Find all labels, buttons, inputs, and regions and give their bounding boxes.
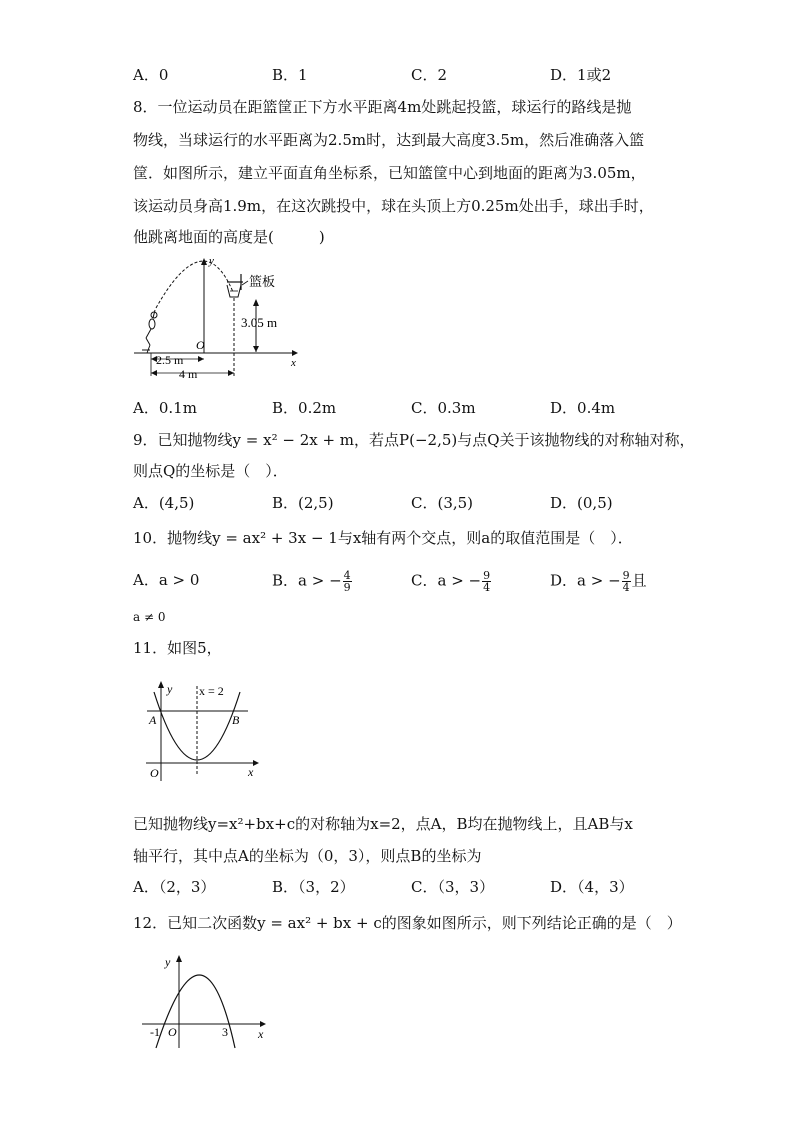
q10-option-d-suffix: 且 xyxy=(631,571,647,590)
q8-dim-4-label: 4 m xyxy=(179,367,198,381)
q10-option-c-fraction xyxy=(482,570,491,593)
q8-hoop-figure xyxy=(227,274,243,297)
q11-point-a-label: A xyxy=(149,713,157,727)
q9-option-d[interactable]: D．(0,5) xyxy=(550,494,613,512)
q8-text-line-4: 该运动员身高1.9m，在这次跳投中，球在头顶上方0.25m处出手，球出手时， xyxy=(133,197,654,215)
q9-text-line-1: 9．已知抛物线y = x² − 2x + m，若点P(−2,5)与点Q关于该抛物线的对称轴对称， xyxy=(133,431,695,449)
q11-parabola-figure xyxy=(140,676,265,784)
q12-origin-label: O xyxy=(168,1025,177,1039)
q8-options xyxy=(133,398,733,418)
q8-x-label: x xyxy=(291,357,296,369)
q8-text-line-2: 物线，当球运行的水平距离为2.5m时，达到最大高度3.5m，然后准确落入篮 xyxy=(133,131,645,149)
q10-option-c-denominator: 4 xyxy=(483,581,491,594)
q10-option-b-fraction xyxy=(343,570,352,593)
q12-text-line-1: 12．已知二次函数y = ax² + bx + c的图象如图所示，则下列结论正确的是（ ） xyxy=(133,914,682,932)
q9-text-line-2: 则点Q的坐标是（ ）． xyxy=(133,462,288,480)
q10-option-c[interactable] xyxy=(411,570,492,593)
q12-left-root-label: -1 xyxy=(150,1025,160,1039)
q12-x-label: x xyxy=(258,1027,264,1041)
q11-y-label: y xyxy=(167,682,173,696)
q10-option-d-fraction xyxy=(622,570,631,593)
q8-ball-trajectory xyxy=(156,261,233,308)
q8-option-d[interactable]: D．0.4m xyxy=(550,399,616,417)
q8-option-c[interactable]: C．0.3m xyxy=(411,399,476,417)
q8-basketball-figure xyxy=(130,252,305,384)
q8-dim-2-5-label: 2.5 m xyxy=(156,353,184,367)
q8-option-b[interactable]: B．0.2m xyxy=(272,399,337,417)
q11-option-d[interactable]: D．（4，3） xyxy=(550,878,634,896)
q11-symmetry-label: x = 2 xyxy=(199,684,224,698)
q10-options xyxy=(133,570,733,596)
q12-parabola-figure xyxy=(138,950,268,1050)
q11-point-b-label: B xyxy=(232,713,240,727)
q11-text-line-1: 11．如图5， xyxy=(133,639,222,657)
q10-option-c-prefix: C．a > − xyxy=(411,571,482,590)
q11-option-a[interactable]: A．（2，3） xyxy=(133,878,216,896)
q8-text-line-1: 8．一位运动员在距篮筐正下方水平距离4m处跳起投篮，球运行的路线是抛 xyxy=(133,98,632,116)
q10-option-b[interactable] xyxy=(272,570,353,593)
q7-option-b[interactable]: B．1 xyxy=(272,66,308,84)
q10-option-c-numerator: 9 xyxy=(483,569,491,582)
q8-option-a[interactable]: A．0.1m xyxy=(133,399,197,417)
q11-text-line-3: 轴平行，其中点A的坐标为（0，3），则点B的坐标为 xyxy=(133,847,482,865)
q11-option-c[interactable]: C．（3，3） xyxy=(411,878,495,896)
q9-option-b[interactable]: B．(2,5) xyxy=(272,494,334,512)
q8-board-label: 篮板 xyxy=(249,274,276,289)
q11-x-label: x xyxy=(248,765,254,779)
q9-option-a[interactable]: A．(4,5) xyxy=(133,494,195,512)
q11-option-b[interactable]: B．（3，2） xyxy=(272,878,355,896)
q10-option-a[interactable]: A．a > 0 xyxy=(133,571,200,589)
q10-option-d-denominator: 4 xyxy=(622,581,630,594)
q11-text-line-2: 已知抛物线y=x²+bx+c的对称轴为x=2，点A，B均在抛物线上，且AB与x xyxy=(133,815,633,833)
q10-option-b-numerator: 4 xyxy=(343,569,351,582)
q10-option-d-continuation: a ≠ 0 xyxy=(133,610,166,624)
q8-text-line-5: 他跳离地面的高度是( ) xyxy=(133,228,325,246)
q10-option-d[interactable] xyxy=(550,570,647,593)
q12-y-label: y xyxy=(165,955,171,969)
q8-text-line-3: 筐．如图所示，建立平面直角坐标系，已知篮筐中心到地面的距离为3.05m， xyxy=(133,164,646,182)
q10-option-d-prefix: D．a > − xyxy=(550,571,621,590)
q10-option-d-numerator: 9 xyxy=(622,569,630,582)
q9-options xyxy=(133,493,733,513)
q8-player-figure xyxy=(142,310,157,353)
q8-x-arrow xyxy=(292,350,298,356)
q10-text-line-1: 10．抛物线y = ax² + 3x − 1与x轴有两个交点，则a的取值范围是（ ）． xyxy=(133,529,633,547)
q10-option-b-denominator: 9 xyxy=(343,581,351,594)
q10-option-b-prefix: B．a > − xyxy=(272,571,342,590)
q11-origin-label: O xyxy=(150,766,159,780)
q7-option-a[interactable]: A．0 xyxy=(133,66,169,84)
q7-options xyxy=(133,65,733,85)
q8-height-label: 3.05 m xyxy=(241,315,278,330)
q7-option-c[interactable]: C．2 xyxy=(411,66,448,84)
q8-origin-label: O xyxy=(196,338,205,352)
q12-right-root-label: 3 xyxy=(222,1025,228,1039)
q11-options xyxy=(133,877,733,897)
q8-y-label: y xyxy=(209,255,214,267)
q9-option-c[interactable]: C．(3,5) xyxy=(411,494,474,512)
q7-option-d[interactable]: D．1或2 xyxy=(550,66,612,84)
